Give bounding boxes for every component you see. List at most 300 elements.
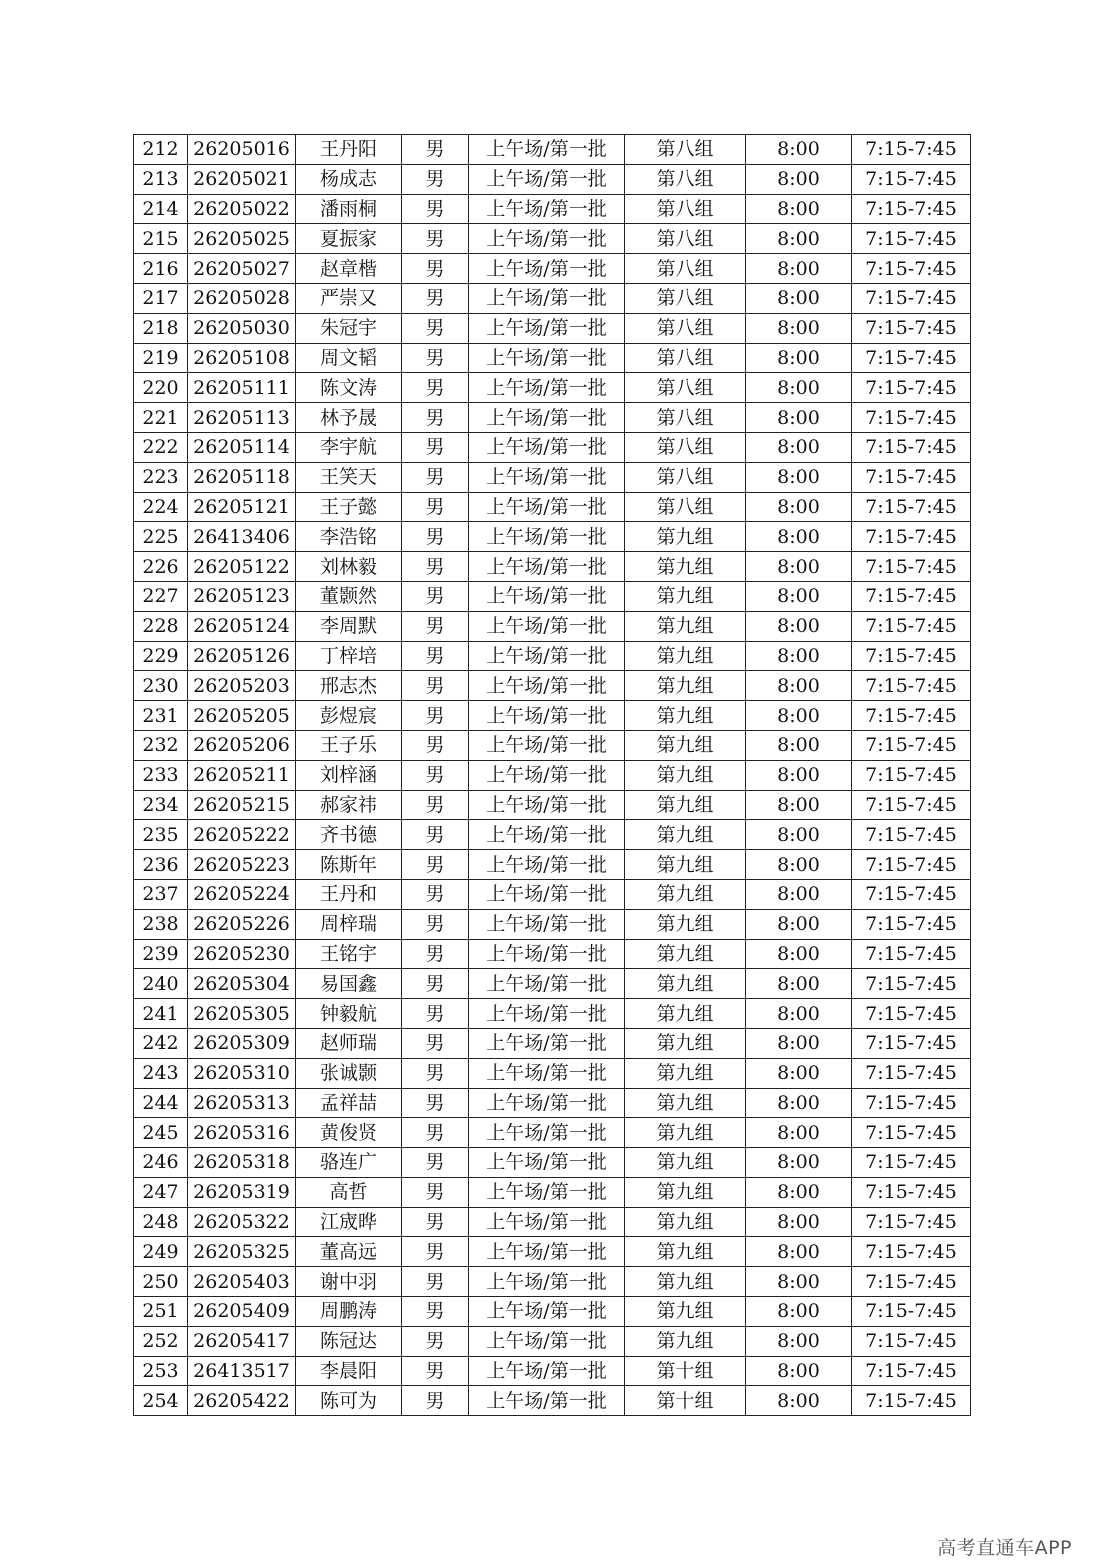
student-name-cell: 周文韬 <box>296 343 402 373</box>
exam-time-cell: 8:00 <box>746 641 852 671</box>
exam-time-cell: 8:00 <box>746 313 852 343</box>
group-cell: 第八组 <box>625 343 746 373</box>
checkin-window-cell: 7:15-7:45 <box>852 581 971 611</box>
student-name-cell: 王笑天 <box>296 462 402 492</box>
gender-cell: 男 <box>402 581 469 611</box>
exam-time-cell: 8:00 <box>746 432 852 462</box>
session-batch-cell: 上午场/第一批 <box>469 403 625 433</box>
gender-cell: 男 <box>402 1386 469 1416</box>
student-name-cell: 陈文涛 <box>296 373 402 403</box>
checkin-window-cell: 7:15-7:45 <box>852 969 971 999</box>
student-name-cell: 杨成志 <box>296 164 402 194</box>
group-cell: 第八组 <box>625 403 746 433</box>
student-name-cell: 李宇航 <box>296 432 402 462</box>
checkin-window-cell: 7:15-7:45 <box>852 1028 971 1058</box>
student-name-cell: 陈冠达 <box>296 1326 402 1356</box>
checkin-window-cell: 7:15-7:45 <box>852 403 971 433</box>
row-number-cell: 214 <box>134 194 188 224</box>
exam-time-cell: 8:00 <box>746 1148 852 1178</box>
session-batch-cell: 上午场/第一批 <box>469 343 625 373</box>
exam-time-cell: 8:00 <box>746 343 852 373</box>
row-number-cell: 212 <box>134 135 188 165</box>
gender-cell: 男 <box>402 224 469 254</box>
session-batch-cell: 上午场/第一批 <box>469 999 625 1029</box>
student-id-cell: 26205409 <box>188 1297 296 1327</box>
gender-cell: 男 <box>402 462 469 492</box>
table-row <box>134 1207 971 1237</box>
gender-cell: 男 <box>402 1267 469 1297</box>
session-batch-cell: 上午场/第一批 <box>469 492 625 522</box>
gender-cell: 男 <box>402 194 469 224</box>
session-batch-cell: 上午场/第一批 <box>469 254 625 284</box>
exam-time-cell: 8:00 <box>746 760 852 790</box>
student-id-cell: 26205417 <box>188 1326 296 1356</box>
session-batch-cell: 上午场/第一批 <box>469 135 625 165</box>
table-row <box>134 641 971 671</box>
exam-time-cell: 8:00 <box>746 1326 852 1356</box>
gender-cell: 男 <box>402 283 469 313</box>
exam-time-cell: 8:00 <box>746 254 852 284</box>
gender-cell: 男 <box>402 522 469 552</box>
session-batch-cell: 上午场/第一批 <box>469 820 625 850</box>
row-number-cell: 238 <box>134 909 188 939</box>
student-name-cell: 陈可为 <box>296 1386 402 1416</box>
gender-cell: 男 <box>402 403 469 433</box>
group-cell: 第十组 <box>625 1356 746 1386</box>
student-id-cell: 26413406 <box>188 522 296 552</box>
gender-cell: 男 <box>402 1177 469 1207</box>
gender-cell: 男 <box>402 820 469 850</box>
row-number-cell: 254 <box>134 1386 188 1416</box>
student-id-cell: 26205123 <box>188 581 296 611</box>
student-id-cell: 26205025 <box>188 224 296 254</box>
group-cell: 第九组 <box>625 1267 746 1297</box>
group-cell: 第十组 <box>625 1386 746 1416</box>
table-row <box>134 969 971 999</box>
student-id-cell: 26205028 <box>188 283 296 313</box>
student-id-cell: 26205305 <box>188 999 296 1029</box>
group-cell: 第八组 <box>625 254 746 284</box>
row-number-cell: 213 <box>134 164 188 194</box>
table-row <box>134 224 971 254</box>
student-name-cell: 黄俊贤 <box>296 1118 402 1148</box>
student-id-cell: 26205222 <box>188 820 296 850</box>
student-name-cell: 周梓瑞 <box>296 909 402 939</box>
session-batch-cell: 上午场/第一批 <box>469 969 625 999</box>
session-batch-cell: 上午场/第一批 <box>469 283 625 313</box>
checkin-window-cell: 7:15-7:45 <box>852 135 971 165</box>
gender-cell: 男 <box>402 164 469 194</box>
session-batch-cell: 上午场/第一批 <box>469 581 625 611</box>
table-row <box>134 1118 971 1148</box>
row-number-cell: 235 <box>134 820 188 850</box>
exam-time-cell: 8:00 <box>746 283 852 313</box>
table-row <box>134 313 971 343</box>
student-name-cell: 高哲 <box>296 1177 402 1207</box>
row-number-cell: 218 <box>134 313 188 343</box>
table-row <box>134 164 971 194</box>
row-number-cell: 225 <box>134 522 188 552</box>
student-id-cell: 26205206 <box>188 730 296 760</box>
row-number-cell: 236 <box>134 850 188 880</box>
checkin-window-cell: 7:15-7:45 <box>852 701 971 731</box>
table-row <box>134 135 971 165</box>
student-id-cell: 26205211 <box>188 760 296 790</box>
group-cell: 第八组 <box>625 135 746 165</box>
gender-cell: 男 <box>402 1297 469 1327</box>
group-cell: 第九组 <box>625 1118 746 1148</box>
session-batch-cell: 上午场/第一批 <box>469 373 625 403</box>
exam-time-cell: 8:00 <box>746 135 852 165</box>
session-batch-cell: 上午场/第一批 <box>469 313 625 343</box>
row-number-cell: 240 <box>134 969 188 999</box>
row-number-cell: 251 <box>134 1297 188 1327</box>
group-cell: 第八组 <box>625 462 746 492</box>
group-cell: 第八组 <box>625 373 746 403</box>
row-number-cell: 250 <box>134 1267 188 1297</box>
schedule-table <box>133 134 971 1416</box>
session-batch-cell: 上午场/第一批 <box>469 224 625 254</box>
gender-cell: 男 <box>402 343 469 373</box>
checkin-window-cell: 7:15-7:45 <box>852 1356 971 1386</box>
gender-cell: 男 <box>402 1058 469 1088</box>
table-row <box>134 462 971 492</box>
session-batch-cell: 上午场/第一批 <box>469 432 625 462</box>
session-batch-cell: 上午场/第一批 <box>469 1386 625 1416</box>
table-row <box>134 581 971 611</box>
checkin-window-cell: 7:15-7:45 <box>852 1386 971 1416</box>
checkin-window-cell: 7:15-7:45 <box>852 1118 971 1148</box>
gender-cell: 男 <box>402 1148 469 1178</box>
table-row <box>134 1237 971 1267</box>
group-cell: 第八组 <box>625 313 746 343</box>
group-cell: 第九组 <box>625 879 746 909</box>
table-row <box>134 373 971 403</box>
session-batch-cell: 上午场/第一批 <box>469 194 625 224</box>
session-batch-cell: 上午场/第一批 <box>469 1267 625 1297</box>
exam-time-cell: 8:00 <box>746 820 852 850</box>
row-number-cell: 245 <box>134 1118 188 1148</box>
exam-time-cell: 8:00 <box>746 581 852 611</box>
table-row <box>134 1177 971 1207</box>
exam-time-cell: 8:00 <box>746 403 852 433</box>
gender-cell: 男 <box>402 1207 469 1237</box>
student-id-cell: 26205403 <box>188 1267 296 1297</box>
group-cell: 第九组 <box>625 820 746 850</box>
table-row <box>134 254 971 284</box>
session-batch-cell: 上午场/第一批 <box>469 1028 625 1058</box>
row-number-cell: 242 <box>134 1028 188 1058</box>
checkin-window-cell: 7:15-7:45 <box>852 939 971 969</box>
checkin-window-cell: 7:15-7:45 <box>852 462 971 492</box>
table-row <box>134 730 971 760</box>
exam-time-cell: 8:00 <box>746 1088 852 1118</box>
student-name-cell: 周鹏涛 <box>296 1297 402 1327</box>
group-cell: 第九组 <box>625 552 746 582</box>
session-batch-cell: 上午场/第一批 <box>469 1177 625 1207</box>
table-row <box>134 790 971 820</box>
table-row <box>134 522 971 552</box>
gender-cell: 男 <box>402 999 469 1029</box>
session-batch-cell: 上午场/第一批 <box>469 939 625 969</box>
student-id-cell: 26205114 <box>188 432 296 462</box>
row-number-cell: 222 <box>134 432 188 462</box>
session-batch-cell: 上午场/第一批 <box>469 462 625 492</box>
exam-time-cell: 8:00 <box>746 1356 852 1386</box>
exam-time-cell: 8:00 <box>746 1267 852 1297</box>
gender-cell: 男 <box>402 373 469 403</box>
checkin-window-cell: 7:15-7:45 <box>852 1267 971 1297</box>
session-batch-cell: 上午场/第一批 <box>469 522 625 552</box>
gender-cell: 男 <box>402 432 469 462</box>
exam-time-cell: 8:00 <box>746 164 852 194</box>
exam-time-cell: 8:00 <box>746 671 852 701</box>
group-cell: 第九组 <box>625 1148 746 1178</box>
checkin-window-cell: 7:15-7:45 <box>852 224 971 254</box>
row-number-cell: 223 <box>134 462 188 492</box>
gender-cell: 男 <box>402 850 469 880</box>
group-cell: 第九组 <box>625 701 746 731</box>
student-id-cell: 26413517 <box>188 1356 296 1386</box>
checkin-window-cell: 7:15-7:45 <box>852 1148 971 1178</box>
group-cell: 第九组 <box>625 1297 746 1327</box>
checkin-window-cell: 7:15-7:45 <box>852 343 971 373</box>
checkin-window-cell: 7:15-7:45 <box>852 1237 971 1267</box>
student-name-cell: 董颢然 <box>296 581 402 611</box>
student-id-cell: 26205113 <box>188 403 296 433</box>
checkin-window-cell: 7:15-7:45 <box>852 671 971 701</box>
student-id-cell: 26205310 <box>188 1058 296 1088</box>
checkin-window-cell: 7:15-7:45 <box>852 283 971 313</box>
student-id-cell: 26205215 <box>188 790 296 820</box>
checkin-window-cell: 7:15-7:45 <box>852 313 971 343</box>
student-name-cell: 王铭宇 <box>296 939 402 969</box>
row-number-cell: 244 <box>134 1088 188 1118</box>
exam-time-cell: 8:00 <box>746 790 852 820</box>
student-id-cell: 26205126 <box>188 641 296 671</box>
student-id-cell: 26205230 <box>188 939 296 969</box>
session-batch-cell: 上午场/第一批 <box>469 730 625 760</box>
student-name-cell: 孟祥喆 <box>296 1088 402 1118</box>
exam-time-cell: 8:00 <box>746 730 852 760</box>
student-name-cell: 郝家祎 <box>296 790 402 820</box>
student-id-cell: 26205313 <box>188 1088 296 1118</box>
exam-time-cell: 8:00 <box>746 1207 852 1237</box>
group-cell: 第九组 <box>625 1177 746 1207</box>
exam-time-cell: 8:00 <box>746 1297 852 1327</box>
student-name-cell: 邢志杰 <box>296 671 402 701</box>
row-number-cell: 233 <box>134 760 188 790</box>
student-id-cell: 26205111 <box>188 373 296 403</box>
row-number-cell: 220 <box>134 373 188 403</box>
checkin-window-cell: 7:15-7:45 <box>852 820 971 850</box>
student-id-cell: 26205226 <box>188 909 296 939</box>
group-cell: 第九组 <box>625 1088 746 1118</box>
student-id-cell: 26205203 <box>188 671 296 701</box>
student-id-cell: 26205030 <box>188 313 296 343</box>
checkin-window-cell: 7:15-7:45 <box>852 254 971 284</box>
exam-time-cell: 8:00 <box>746 1237 852 1267</box>
table-row <box>134 1148 971 1178</box>
student-id-cell: 26205124 <box>188 611 296 641</box>
exam-time-cell: 8:00 <box>746 939 852 969</box>
gender-cell: 男 <box>402 641 469 671</box>
student-id-cell: 26205224 <box>188 879 296 909</box>
exam-time-cell: 8:00 <box>746 611 852 641</box>
row-number-cell: 226 <box>134 552 188 582</box>
group-cell: 第八组 <box>625 492 746 522</box>
table-row <box>134 850 971 880</box>
gender-cell: 男 <box>402 135 469 165</box>
table-row <box>134 194 971 224</box>
group-cell: 第九组 <box>625 522 746 552</box>
session-batch-cell: 上午场/第一批 <box>469 671 625 701</box>
session-batch-cell: 上午场/第一批 <box>469 909 625 939</box>
session-batch-cell: 上午场/第一批 <box>469 1326 625 1356</box>
session-batch-cell: 上午场/第一批 <box>469 879 625 909</box>
table-row <box>134 611 971 641</box>
table-row <box>134 552 971 582</box>
exam-time-cell: 8:00 <box>746 969 852 999</box>
gender-cell: 男 <box>402 730 469 760</box>
table-row <box>134 1088 971 1118</box>
student-id-cell: 26205205 <box>188 701 296 731</box>
gender-cell: 男 <box>402 701 469 731</box>
student-id-cell: 26205223 <box>188 850 296 880</box>
table-row <box>134 760 971 790</box>
session-batch-cell: 上午场/第一批 <box>469 641 625 671</box>
gender-cell: 男 <box>402 254 469 284</box>
row-number-cell: 219 <box>134 343 188 373</box>
student-name-cell: 王丹和 <box>296 879 402 909</box>
checkin-window-cell: 7:15-7:45 <box>852 790 971 820</box>
checkin-window-cell: 7:15-7:45 <box>852 1088 971 1118</box>
student-name-cell: 齐书德 <box>296 820 402 850</box>
student-name-cell: 王子懿 <box>296 492 402 522</box>
session-batch-cell: 上午场/第一批 <box>469 1237 625 1267</box>
table-row <box>134 492 971 522</box>
exam-time-cell: 8:00 <box>746 701 852 731</box>
student-id-cell: 26205122 <box>188 552 296 582</box>
student-name-cell: 易国鑫 <box>296 969 402 999</box>
exam-time-cell: 8:00 <box>746 1177 852 1207</box>
student-name-cell: 林予晟 <box>296 403 402 433</box>
exam-time-cell: 8:00 <box>746 999 852 1029</box>
exam-time-cell: 8:00 <box>746 194 852 224</box>
gender-cell: 男 <box>402 1088 469 1118</box>
gender-cell: 男 <box>402 671 469 701</box>
gender-cell: 男 <box>402 492 469 522</box>
student-name-cell: 李周默 <box>296 611 402 641</box>
student-id-cell: 26205325 <box>188 1237 296 1267</box>
student-name-cell: 董高远 <box>296 1237 402 1267</box>
gender-cell: 男 <box>402 1356 469 1386</box>
table-row <box>134 671 971 701</box>
watermark-text: 高考直通车APP <box>937 1537 1072 1559</box>
student-name-cell: 赵章楷 <box>296 254 402 284</box>
table-row <box>134 1297 971 1327</box>
gender-cell: 男 <box>402 909 469 939</box>
student-id-cell: 26205022 <box>188 194 296 224</box>
exam-time-cell: 8:00 <box>746 1058 852 1088</box>
table-row <box>134 879 971 909</box>
row-number-cell: 243 <box>134 1058 188 1088</box>
gender-cell: 男 <box>402 939 469 969</box>
group-cell: 第九组 <box>625 1207 746 1237</box>
group-cell: 第八组 <box>625 194 746 224</box>
row-number-cell: 224 <box>134 492 188 522</box>
student-name-cell: 彭煜宸 <box>296 701 402 731</box>
session-batch-cell: 上午场/第一批 <box>469 164 625 194</box>
student-name-cell: 朱冠宇 <box>296 313 402 343</box>
group-cell: 第九组 <box>625 850 746 880</box>
gender-cell: 男 <box>402 611 469 641</box>
checkin-window-cell: 7:15-7:45 <box>852 1058 971 1088</box>
row-number-cell: 221 <box>134 403 188 433</box>
row-number-cell: 227 <box>134 581 188 611</box>
session-batch-cell: 上午场/第一批 <box>469 552 625 582</box>
row-number-cell: 248 <box>134 1207 188 1237</box>
group-cell: 第九组 <box>625 1237 746 1267</box>
checkin-window-cell: 7:15-7:45 <box>852 730 971 760</box>
session-batch-cell: 上午场/第一批 <box>469 701 625 731</box>
gender-cell: 男 <box>402 879 469 909</box>
student-id-cell: 26205108 <box>188 343 296 373</box>
table-row <box>134 939 971 969</box>
group-cell: 第九组 <box>625 969 746 999</box>
group-cell: 第九组 <box>625 1326 746 1356</box>
row-number-cell: 228 <box>134 611 188 641</box>
table-row <box>134 1326 971 1356</box>
exam-time-cell: 8:00 <box>746 1386 852 1416</box>
student-id-cell: 26205318 <box>188 1148 296 1178</box>
checkin-window-cell: 7:15-7:45 <box>852 611 971 641</box>
row-number-cell: 230 <box>134 671 188 701</box>
checkin-window-cell: 7:15-7:45 <box>852 999 971 1029</box>
row-number-cell: 241 <box>134 999 188 1029</box>
student-name-cell: 李晨阳 <box>296 1356 402 1386</box>
student-name-cell: 陈斯年 <box>296 850 402 880</box>
student-id-cell: 26205316 <box>188 1118 296 1148</box>
row-number-cell: 217 <box>134 283 188 313</box>
table-row <box>134 403 971 433</box>
row-number-cell: 215 <box>134 224 188 254</box>
gender-cell: 男 <box>402 790 469 820</box>
checkin-window-cell: 7:15-7:45 <box>852 1207 971 1237</box>
exam-time-cell: 8:00 <box>746 373 852 403</box>
student-name-cell: 王子乐 <box>296 730 402 760</box>
checkin-window-cell: 7:15-7:45 <box>852 909 971 939</box>
session-batch-cell: 上午场/第一批 <box>469 611 625 641</box>
group-cell: 第九组 <box>625 730 746 760</box>
student-name-cell: 刘林毅 <box>296 552 402 582</box>
gender-cell: 男 <box>402 313 469 343</box>
table-row <box>134 1058 971 1088</box>
session-batch-cell: 上午场/第一批 <box>469 1088 625 1118</box>
row-number-cell: 234 <box>134 790 188 820</box>
table-row <box>134 1267 971 1297</box>
checkin-window-cell: 7:15-7:45 <box>852 194 971 224</box>
row-number-cell: 246 <box>134 1148 188 1178</box>
row-number-cell: 229 <box>134 641 188 671</box>
exam-time-cell: 8:00 <box>746 492 852 522</box>
row-number-cell: 231 <box>134 701 188 731</box>
student-id-cell: 26205118 <box>188 462 296 492</box>
table-body <box>134 135 971 1416</box>
gender-cell: 男 <box>402 1326 469 1356</box>
student-name-cell: 王丹阳 <box>296 135 402 165</box>
checkin-window-cell: 7:15-7:45 <box>852 850 971 880</box>
